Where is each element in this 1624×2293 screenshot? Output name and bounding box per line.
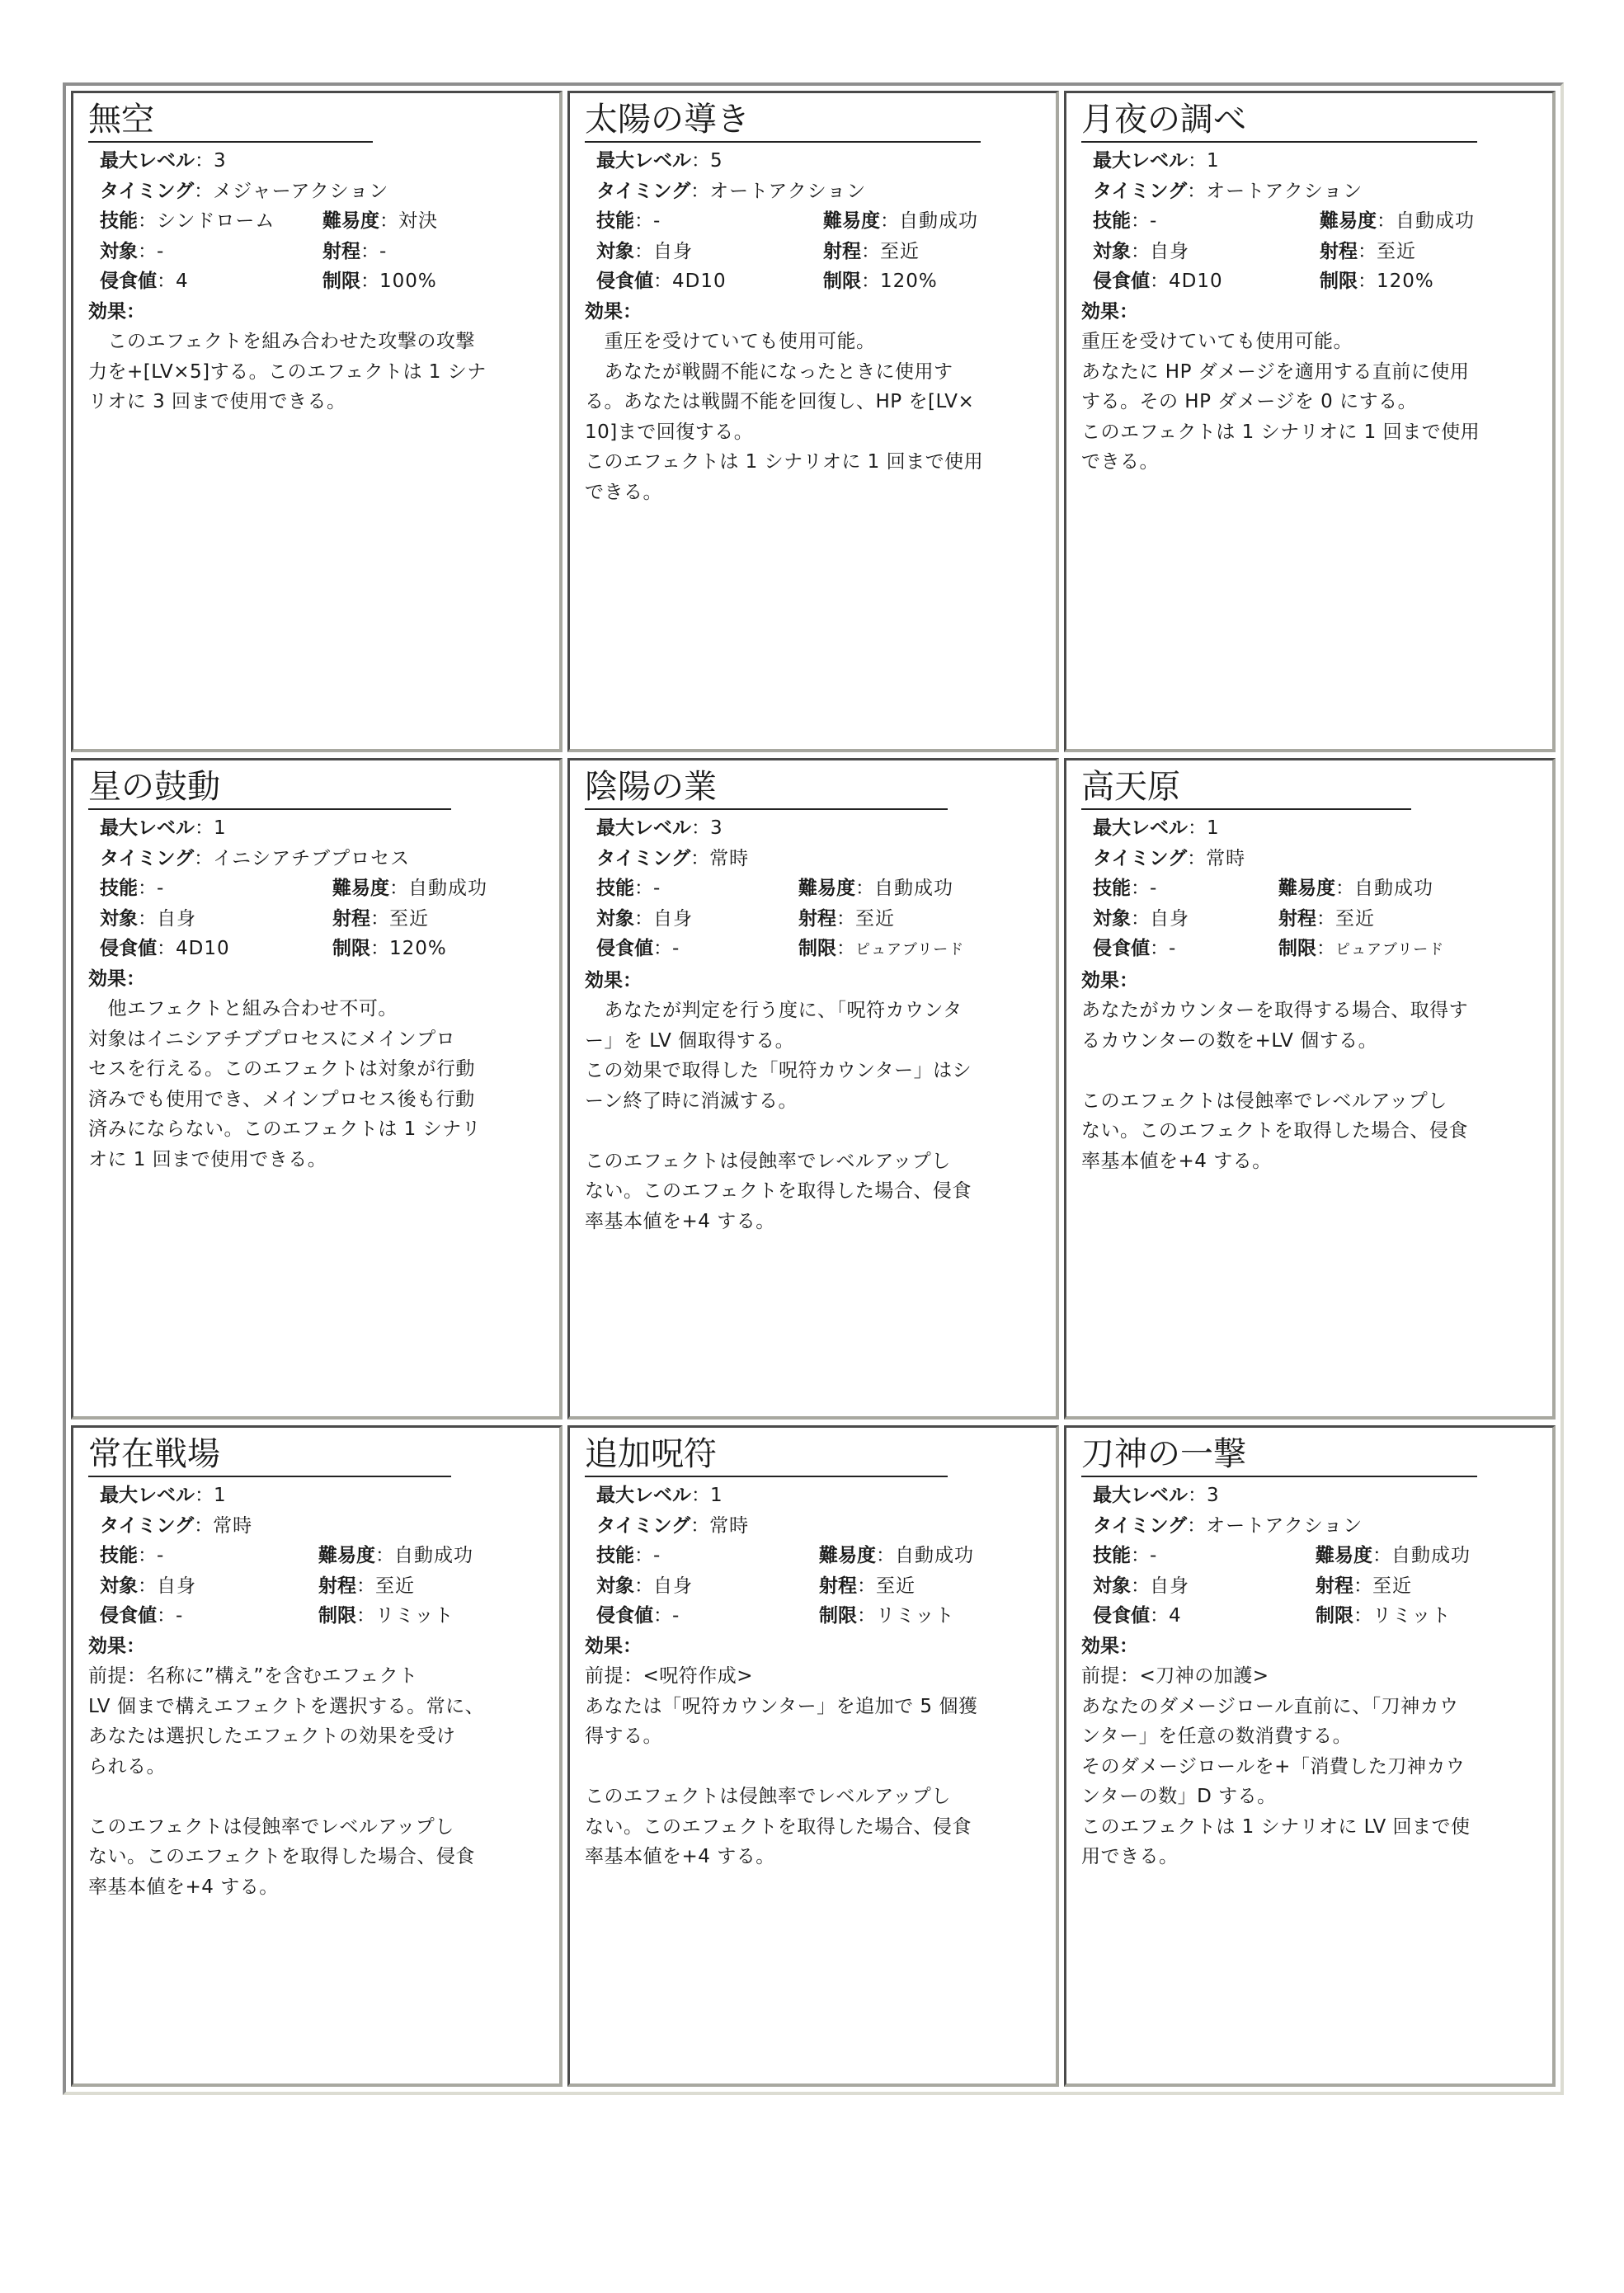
limit-label: 制限 xyxy=(318,1605,356,1627)
card-title: 陰陽の業 xyxy=(585,765,948,810)
range-label: 射程 xyxy=(819,1575,857,1597)
effect-line: 率基本値を+4 する。 xyxy=(585,1210,775,1232)
effect-line: 済みでも使用でき、メインプロセス後も行動 xyxy=(88,1088,475,1110)
effect-line: ない。このエフェクトを取得した場合、侵食 xyxy=(585,1180,972,1202)
effect-label: 効果： xyxy=(88,1635,145,1657)
erosion-value: - xyxy=(672,938,680,959)
range-label: 射程 xyxy=(1316,1575,1353,1597)
skill-value: - xyxy=(157,1545,165,1566)
timing-row: タイミング：常時 xyxy=(596,1514,750,1537)
timing-row: タイミング：メジャーアクション xyxy=(100,180,389,202)
max-level-value: 3 xyxy=(214,150,227,172)
target-row: 対象：自身 射程：至近 xyxy=(100,907,429,930)
target-row: 対象：自身 射程：至近 xyxy=(1093,240,1416,262)
range-label: 射程 xyxy=(322,240,360,262)
max-level-value: 5 xyxy=(710,150,723,172)
erosion-row: 侵食値：4 制限：リミット xyxy=(1093,1605,1452,1627)
effect-line: ンター」を任意の数消費する。 xyxy=(1081,1726,1353,1747)
max-level-row: 最大レベル：1 xyxy=(1093,150,1220,172)
target-label: 対象 xyxy=(596,240,634,262)
timing-row: タイミング：イニシアチブプロセス xyxy=(100,847,411,869)
effect-line: る。あなたは戦闘不能を回復し、HP を[LV× xyxy=(585,391,975,412)
effect-line: する。その HP ダメージを 0 にする。 xyxy=(1081,391,1418,412)
timing-label: タイミング xyxy=(596,847,691,869)
effect-line: 率基本値を+4 する。 xyxy=(585,1846,775,1867)
range-label: 射程 xyxy=(332,907,370,930)
target-label: 対象 xyxy=(1093,240,1131,262)
effect-label: 効果： xyxy=(1081,1635,1138,1657)
effect-line: 10]まで回復する。 xyxy=(585,421,754,443)
card-title: 追加呪符 xyxy=(585,1433,948,1477)
skill-value: - xyxy=(1150,1545,1158,1566)
effect-line: 重圧を受けていても使用可能。 xyxy=(585,331,876,352)
effect-card xyxy=(567,758,1059,1420)
erosion-value: 4D10 xyxy=(1169,271,1223,292)
effect-card-sheet xyxy=(63,82,1564,2095)
max-level-row: 最大レベル：1 xyxy=(100,1485,227,1506)
max-level-label: 最大レベル xyxy=(596,1485,691,1506)
limit-label: 制限 xyxy=(1316,1605,1353,1627)
max-level-label: 最大レベル xyxy=(1093,150,1188,172)
effect-line: この効果で取得した「呪符カウンター」はシ xyxy=(585,1060,972,1081)
skill-value: - xyxy=(1150,210,1158,232)
effect-line xyxy=(585,1116,1044,1146)
difficulty-value: 自動成功 xyxy=(895,1545,974,1566)
limit-label: 制限 xyxy=(823,271,861,292)
skill-row: 技能：- 難易度：自動成功 xyxy=(100,878,487,899)
effect-line: できる。 xyxy=(1081,451,1159,473)
effect-label: 効果： xyxy=(585,1635,642,1657)
timing-value: オートアクション xyxy=(709,180,867,202)
difficulty-label: 難易度 xyxy=(798,878,855,899)
skill-label: 技能 xyxy=(100,1545,138,1566)
target-value: 自身 xyxy=(157,1575,196,1597)
effect-text xyxy=(88,1661,548,1902)
limit-value: リミット xyxy=(876,1605,955,1627)
card-title: 刀神の一撃 xyxy=(1081,1433,1477,1477)
max-level-value: 1 xyxy=(214,1485,227,1506)
difficulty-value: 自動成功 xyxy=(899,210,978,232)
range-value: 至近 xyxy=(855,907,895,930)
skill-label: 技能 xyxy=(1093,1545,1131,1566)
skill-value: - xyxy=(1150,878,1158,899)
effect-line: リオに 3 回まで使用できる。 xyxy=(88,391,346,412)
difficulty-label: 難易度 xyxy=(318,1545,375,1566)
timing-row: タイミング：常時 xyxy=(596,847,750,869)
limit-label: 制限 xyxy=(322,271,360,292)
effect-line xyxy=(585,1752,1044,1782)
skill-label: 技能 xyxy=(596,210,634,232)
target-value: 自身 xyxy=(1150,907,1189,930)
effect-label: 効果： xyxy=(585,969,642,991)
target-value: 自身 xyxy=(653,1575,693,1597)
effect-text xyxy=(88,327,548,417)
effect-line: あなたのダメージロール直前に、「刀神カウ xyxy=(1081,1695,1459,1717)
max-level-value: 1 xyxy=(214,817,227,839)
effect-line: 率基本値を+4 する。 xyxy=(1081,1150,1272,1172)
target-label: 対象 xyxy=(100,1575,138,1597)
timing-label: タイミング xyxy=(596,1514,691,1537)
effect-line: ない。このエフェクトを取得した場合、侵食 xyxy=(585,1815,972,1838)
max-level-value: 1 xyxy=(710,1485,723,1506)
timing-value: 常時 xyxy=(709,847,750,869)
target-value: 自身 xyxy=(653,907,693,930)
timing-value: イニシアチブプロセス xyxy=(213,847,411,869)
target-value: 自身 xyxy=(1150,1575,1189,1597)
effect-line: このエフェクトは 1 シナリオに LV 回まで使 xyxy=(1081,1815,1471,1838)
effect-line: ー」を LV 個取得する。 xyxy=(585,1029,795,1052)
skill-row: 技能：- 難易度：自動成功 xyxy=(596,1545,974,1566)
skill-label: 技能 xyxy=(596,1545,634,1566)
range-value: 至近 xyxy=(1377,240,1416,262)
range-label: 射程 xyxy=(1320,240,1358,262)
effect-line: 重圧を受けていても使用可能。 xyxy=(1081,331,1353,352)
range-value: 至近 xyxy=(880,240,920,262)
erosion-label: 侵食値 xyxy=(596,271,653,292)
difficulty-value: 自動成功 xyxy=(1354,878,1433,899)
effect-label: 効果： xyxy=(88,968,145,990)
erosion-label: 侵食値 xyxy=(596,938,653,959)
max-level-value: 1 xyxy=(1207,817,1220,839)
range-value: 至近 xyxy=(389,907,429,930)
erosion-row: 侵食値：- 制限：ピュアブリード xyxy=(596,938,965,959)
effect-line: セスを行える。このエフェクトは対象が行動 xyxy=(88,1058,475,1080)
effect-card xyxy=(567,1425,1059,2087)
erosion-value: 4 xyxy=(176,271,189,292)
effect-text xyxy=(585,996,1044,1236)
erosion-label: 侵食値 xyxy=(100,1605,157,1627)
effect-line: このエフェクトは 1 シナリオに 1 回まで使用 xyxy=(585,451,984,473)
target-value: 自身 xyxy=(653,240,693,262)
target-label: 対象 xyxy=(1093,1575,1131,1597)
target-row: 対象：自身 射程：至近 xyxy=(596,1575,916,1597)
effect-line: そのダメージロールを+「消費した刀神カウ xyxy=(1081,1755,1466,1777)
effect-line: 前提：<刀神の加護> xyxy=(1081,1665,1269,1687)
skill-row: 技能：- 難易度：自動成功 xyxy=(1093,878,1433,899)
max-level-row: 最大レベル：1 xyxy=(596,1485,723,1506)
timing-row: タイミング：常時 xyxy=(1093,847,1246,869)
timing-row: タイミング：オートアクション xyxy=(596,180,867,202)
difficulty-label: 難易度 xyxy=(322,210,379,232)
target-row: 対象：自身 射程：至近 xyxy=(100,1575,415,1597)
effect-line: 得する。 xyxy=(585,1726,662,1747)
effect-line: このエフェクトは侵蝕率でレベルアップし xyxy=(585,1150,951,1172)
timing-row: タイミング：オートアクション xyxy=(1093,1514,1363,1537)
limit-value: 120% xyxy=(389,938,447,959)
skill-value: - xyxy=(653,210,661,232)
effect-line: 済みにならない。このエフェクトは 1 シナリ xyxy=(88,1118,482,1140)
max-level-row: 最大レベル：1 xyxy=(100,817,227,839)
limit-label: 制限 xyxy=(332,938,370,959)
effect-line: このエフェクトは侵蝕率でレベルアップし xyxy=(88,1815,454,1838)
difficulty-value: 自動成功 xyxy=(394,1545,473,1566)
skill-value: - xyxy=(653,1545,661,1566)
effect-line: オに 1 回まで使用できる。 xyxy=(88,1148,327,1170)
max-level-label: 最大レベル xyxy=(100,817,195,839)
skill-label: 技能 xyxy=(1093,210,1131,232)
effect-line: 前提：名称に”構え”を含むエフェクト xyxy=(88,1665,418,1687)
effect-card xyxy=(1064,91,1556,752)
target-value: 自身 xyxy=(157,907,196,930)
erosion-row: 侵食値：4D10 制限：120% xyxy=(100,938,447,959)
timing-row: タイミング：オートアクション xyxy=(1093,180,1363,202)
limit-value: ピュアブリード xyxy=(855,941,965,958)
effect-line: 対象はイニシアチブプロセスにメインプロ xyxy=(88,1028,456,1050)
timing-value: オートアクション xyxy=(1206,180,1363,202)
target-value: 自身 xyxy=(1150,240,1189,262)
erosion-row: 侵食値：- 制限：リミット xyxy=(100,1605,454,1627)
effect-line: 前提：<呪符作成> xyxy=(585,1665,754,1687)
effect-text xyxy=(585,1661,1044,1872)
skill-row: 技能：- 難易度：自動成功 xyxy=(100,1545,473,1566)
effect-line: できる。 xyxy=(585,481,662,503)
timing-label: タイミング xyxy=(1093,847,1188,869)
target-row: 対象：自身 射程：至近 xyxy=(596,240,920,262)
limit-value: リミット xyxy=(1372,1605,1452,1627)
effect-line xyxy=(1081,1056,1541,1086)
effect-line: このエフェクトは侵蝕率でレベルアップし xyxy=(585,1786,951,1807)
erosion-value: 4D10 xyxy=(176,938,230,959)
range-value: 至近 xyxy=(375,1575,415,1597)
limit-value: 120% xyxy=(880,271,938,292)
effect-line xyxy=(88,1782,548,1812)
erosion-value: 4D10 xyxy=(672,271,727,292)
timing-value: 常時 xyxy=(709,1514,750,1537)
effect-line: るカウンターの数を+LV 個する。 xyxy=(1081,1029,1378,1052)
limit-value: 120% xyxy=(1377,271,1434,292)
skill-label: 技能 xyxy=(596,878,634,899)
erosion-label: 侵食値 xyxy=(100,271,157,292)
effect-line: 用できる。 xyxy=(1081,1846,1179,1867)
target-label: 対象 xyxy=(100,240,138,262)
erosion-row: 侵食値：- 制限：リミット xyxy=(596,1605,955,1627)
timing-label: タイミング xyxy=(1093,180,1188,202)
erosion-row: 侵食値：- 制限：ピュアブリード xyxy=(1093,938,1445,959)
skill-row: 技能：- 難易度：自動成功 xyxy=(596,210,978,232)
effect-line: ない。このエフェクトを取得した場合、侵食 xyxy=(1081,1120,1468,1142)
target-label: 対象 xyxy=(596,907,634,930)
max-level-row: 最大レベル：3 xyxy=(1093,1485,1220,1506)
timing-label: タイミング xyxy=(1093,1514,1188,1537)
effect-card xyxy=(1064,758,1556,1420)
skill-row: 技能：- 難易度：自動成功 xyxy=(1093,1545,1471,1566)
effect-text xyxy=(1081,327,1541,478)
max-level-label: 最大レベル xyxy=(596,817,691,839)
effect-text xyxy=(1081,996,1541,1176)
erosion-row: 侵食値：4D10 制限：120% xyxy=(596,271,938,292)
effect-card xyxy=(71,91,563,752)
range-value: 至近 xyxy=(876,1575,916,1597)
max-level-value: 3 xyxy=(710,817,723,839)
limit-label: 制限 xyxy=(1278,938,1316,959)
target-row: 対象：自身 射程：至近 xyxy=(596,907,895,930)
limit-value: 100% xyxy=(379,271,437,292)
target-label: 対象 xyxy=(100,907,138,930)
target-label: 対象 xyxy=(1093,907,1131,930)
effect-label: 効果： xyxy=(88,300,145,323)
effect-line: このエフェクトを組み合わせた攻撃の攻撃 xyxy=(88,331,475,352)
skill-value: - xyxy=(157,878,165,899)
effect-line: 率基本値を+4 する。 xyxy=(88,1876,279,1898)
difficulty-label: 難易度 xyxy=(823,210,880,232)
effect-line: LV 個まで構えエフェクトを選択する。常に、 xyxy=(88,1695,485,1717)
skill-row: 技能：- 難易度：自動成功 xyxy=(1093,210,1475,232)
timing-row: タイミング：常時 xyxy=(100,1514,253,1537)
target-row: 対象：自身 射程：至近 xyxy=(1093,1575,1412,1597)
effect-text xyxy=(1081,1661,1541,1872)
skill-value: - xyxy=(653,878,661,899)
erosion-value: 4 xyxy=(1169,1605,1182,1627)
erosion-value: - xyxy=(176,1605,184,1627)
range-label: 射程 xyxy=(798,907,836,930)
target-row: 対象：- 射程：- xyxy=(100,240,388,262)
range-label: 射程 xyxy=(823,240,861,262)
card-title: 無空 xyxy=(88,98,373,143)
max-level-row: 最大レベル：5 xyxy=(596,150,723,172)
erosion-value: - xyxy=(1169,938,1177,959)
effect-label: 効果： xyxy=(1081,969,1138,991)
skill-row: 技能：シンドローム 難易度：対決 xyxy=(100,210,438,232)
timing-label: タイミング xyxy=(100,180,195,202)
erosion-value: - xyxy=(672,1605,680,1627)
skill-label: 技能 xyxy=(100,878,138,899)
erosion-label: 侵食値 xyxy=(1093,271,1150,292)
erosion-label: 侵食値 xyxy=(596,1605,653,1627)
card-title: 常在戦場 xyxy=(88,1433,451,1477)
skill-value: シンドローム xyxy=(157,210,275,232)
effect-line: このエフェクトは侵蝕率でレベルアップし xyxy=(1081,1090,1447,1112)
effect-line: られる。 xyxy=(88,1755,166,1777)
effect-card xyxy=(71,1425,563,2087)
max-level-label: 最大レベル xyxy=(1093,817,1188,839)
effect-line: ーン終了時に消滅する。 xyxy=(585,1090,798,1112)
difficulty-value: 自動成功 xyxy=(1396,210,1475,232)
card-title: 太陽の導き xyxy=(585,98,981,143)
max-level-value: 1 xyxy=(1207,150,1220,172)
target-row: 対象：自身 射程：至近 xyxy=(1093,907,1375,930)
range-value: - xyxy=(379,240,388,262)
skill-label: 技能 xyxy=(1093,878,1131,899)
erosion-label: 侵食値 xyxy=(1093,938,1150,959)
effect-card xyxy=(71,758,563,1420)
effect-line: あなたが戦闘不能になったときに使用す xyxy=(585,360,953,383)
range-label: 射程 xyxy=(1278,907,1316,930)
effect-card xyxy=(567,91,1059,752)
timing-value: メジャーアクション xyxy=(213,180,389,202)
effect-line: あなたに HP ダメージを適用する直前に使用 xyxy=(1081,360,1470,383)
difficulty-value: 自動成功 xyxy=(874,878,953,899)
limit-value: リミット xyxy=(375,1605,454,1627)
effect-line: ンターの数」D する。 xyxy=(1081,1786,1277,1807)
limit-label: 制限 xyxy=(819,1605,857,1627)
difficulty-label: 難易度 xyxy=(1320,210,1377,232)
max-level-label: 最大レベル xyxy=(596,150,691,172)
erosion-row: 侵食値：4 制限：100% xyxy=(100,271,437,292)
effect-line: このエフェクトは 1 シナリオに 1 回まで使用 xyxy=(1081,421,1480,443)
max-level-row: 最大レベル：3 xyxy=(596,817,723,839)
effect-line: 他エフェクトと組み合わせ不可。 xyxy=(88,998,398,1019)
difficulty-value: 自動成功 xyxy=(408,878,487,899)
difficulty-label: 難易度 xyxy=(819,1545,876,1566)
max-level-label: 最大レベル xyxy=(1093,1485,1188,1506)
target-label: 対象 xyxy=(596,1575,634,1597)
difficulty-value: 対決 xyxy=(398,210,438,232)
range-value: 至近 xyxy=(1335,907,1375,930)
timing-label: タイミング xyxy=(100,1514,195,1537)
effect-label: 効果： xyxy=(1081,300,1138,323)
card-title: 月夜の調べ xyxy=(1081,98,1477,143)
max-level-label: 最大レベル xyxy=(100,1485,195,1506)
timing-label: タイミング xyxy=(596,180,691,202)
difficulty-label: 難易度 xyxy=(1278,878,1335,899)
max-level-row: 最大レベル：3 xyxy=(100,150,227,172)
skill-label: 技能 xyxy=(100,210,138,232)
effect-line: 力を+[LV×5]する。このエフェクトは 1 シナ xyxy=(88,360,487,383)
effect-text xyxy=(585,327,1044,507)
effect-text xyxy=(88,994,548,1175)
skill-row: 技能：- 難易度：自動成功 xyxy=(596,878,953,899)
effect-line: あなたが判定を行う度に、「呪符カウンタ xyxy=(585,1000,963,1021)
difficulty-value: 自動成功 xyxy=(1391,1545,1471,1566)
max-level-label: 最大レベル xyxy=(100,150,195,172)
difficulty-label: 難易度 xyxy=(332,878,389,899)
timing-value: 常時 xyxy=(1206,847,1246,869)
max-level-value: 3 xyxy=(1207,1485,1220,1506)
target-value: - xyxy=(157,240,165,262)
effect-label: 効果： xyxy=(585,300,642,323)
erosion-label: 侵食値 xyxy=(100,938,157,959)
effect-card xyxy=(1064,1425,1556,2087)
erosion-label: 侵食値 xyxy=(1093,1605,1150,1627)
effect-line: あなたがカウンターを取得する場合、取得す xyxy=(1081,1000,1469,1021)
limit-label: 制限 xyxy=(1320,271,1358,292)
effect-line: あなたは「呪符カウンター」を追加で 5 個獲 xyxy=(585,1695,978,1717)
range-value: 至近 xyxy=(1372,1575,1412,1597)
timing-value: オートアクション xyxy=(1206,1514,1363,1537)
card-title: 高天原 xyxy=(1081,765,1411,810)
card-title: 星の鼓動 xyxy=(88,765,451,810)
timing-label: タイミング xyxy=(100,847,195,869)
limit-value: ピュアブリード xyxy=(1335,941,1445,958)
limit-label: 制限 xyxy=(798,938,836,959)
erosion-row: 侵食値：4D10 制限：120% xyxy=(1093,271,1434,292)
max-level-row: 最大レベル：1 xyxy=(1093,817,1220,839)
range-label: 射程 xyxy=(318,1575,356,1597)
effect-line: ない。このエフェクトを取得した場合、侵食 xyxy=(88,1846,475,1867)
difficulty-label: 難易度 xyxy=(1316,1545,1372,1566)
timing-value: 常時 xyxy=(213,1514,253,1537)
effect-line: あなたは選択したエフェクトの効果を受け xyxy=(88,1726,456,1747)
